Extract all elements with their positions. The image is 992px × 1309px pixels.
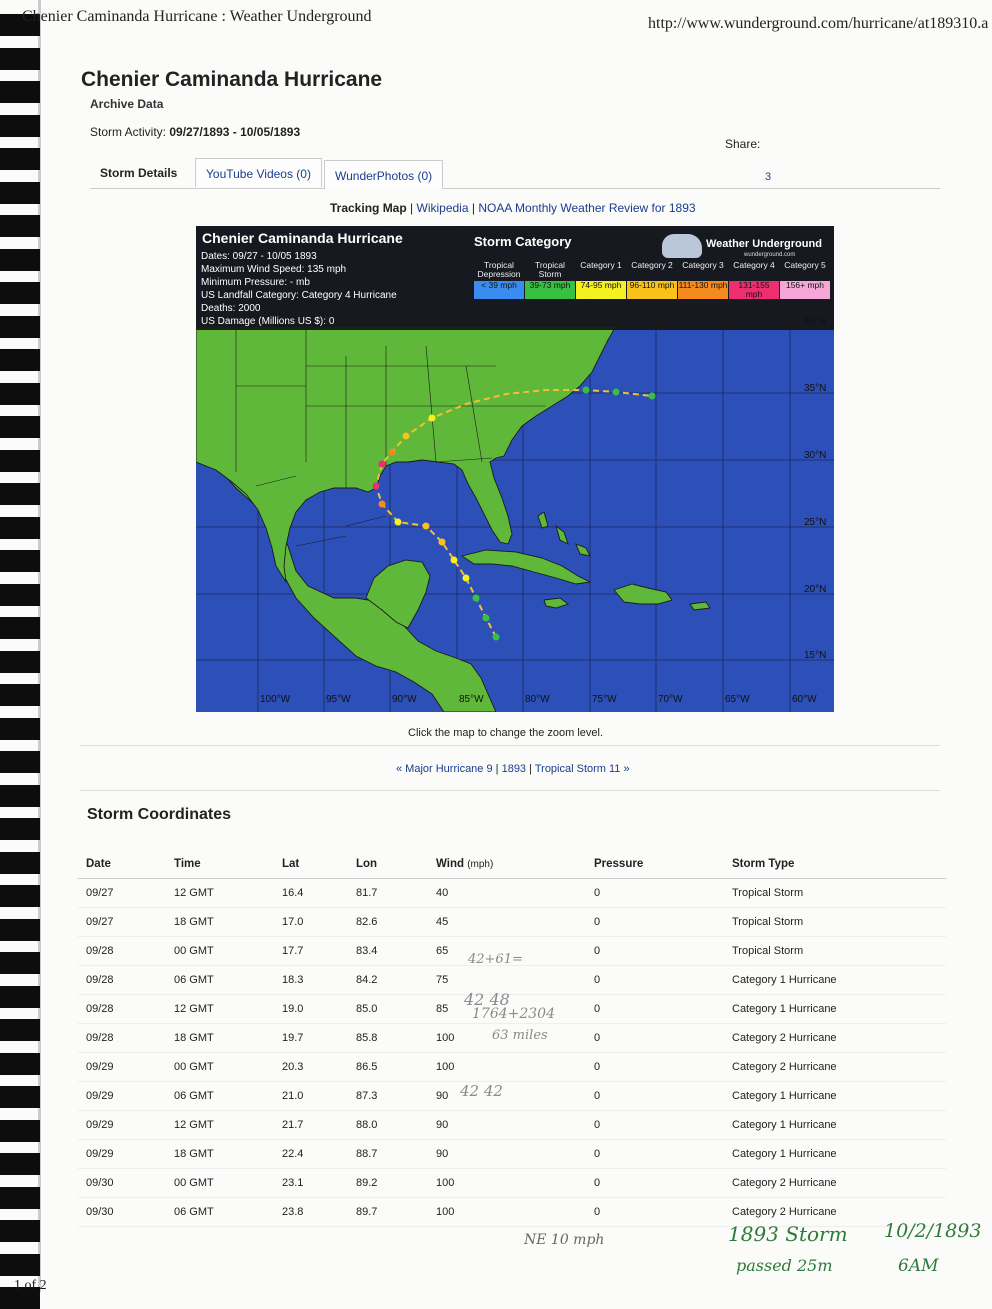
binding-tab [0, 416, 40, 438]
cell-pressure: 0 [586, 1082, 724, 1111]
green-ink-note: 10/2/1893 [884, 1220, 982, 1242]
print-header-title: Chenier Caminanda Hurricane : Weather Underground [22, 8, 372, 25]
cell-time: 12 GMT [166, 1111, 274, 1140]
cell-time: 06 GMT [166, 1082, 274, 1111]
binding-tab [0, 483, 40, 505]
cell-lon: 86.5 [348, 1053, 428, 1082]
binding-tab [0, 550, 40, 572]
category-legend-item [474, 261, 524, 299]
binding-tab [0, 383, 40, 405]
category-swatch: < 39 mph [474, 281, 524, 299]
binding-tab [0, 182, 40, 204]
cell-lon: 88.7 [348, 1140, 428, 1169]
category-label: Tropical Depression [477, 260, 521, 279]
cell-wind: 100 [428, 1169, 586, 1198]
share-label: Share: [725, 137, 761, 151]
cell-pressure: 0 [586, 1024, 724, 1053]
cell-wind: 90 [428, 1082, 586, 1111]
cell-time: 00 GMT [166, 937, 274, 966]
cell-date: 09/27 [78, 879, 166, 908]
longitude-label: 65°W [725, 694, 750, 705]
binding-tab [0, 115, 40, 137]
category-swatch: 96-110 mph [627, 281, 677, 299]
page-number: 1 of 2 [14, 1278, 47, 1293]
archive-label: Archive Data [90, 97, 164, 111]
longitude-label: 75°W [592, 694, 617, 705]
cell-type: Tropical Storm [724, 937, 946, 966]
binding-tab [0, 450, 40, 472]
map-dates: Dates: 09/27 - 10/05 1893 [201, 251, 317, 262]
latitude-label: 40°N [804, 316, 827, 327]
latitude-label: 35°N [804, 383, 827, 394]
cell-time: 18 GMT [166, 908, 274, 937]
wikipedia-link[interactable]: Wikipedia [416, 201, 469, 215]
binding-tab [0, 316, 40, 338]
cell-date: 09/30 [78, 1169, 166, 1198]
tracking-map-label: Tracking Map [330, 201, 407, 215]
cell-date: 09/29 [78, 1053, 166, 1082]
binding-tab [0, 249, 40, 271]
cell-pressure: 0 [586, 966, 724, 995]
green-ink-note: passed 25m [736, 1256, 833, 1275]
year-link[interactable]: 1893 [501, 763, 527, 775]
map-deaths: Deaths: 2000 [201, 303, 261, 314]
cell-type: Category 2 Hurricane [724, 1053, 946, 1082]
binding-tab [0, 919, 40, 941]
storm-coordinates-title: Storm Coordinates [87, 806, 232, 823]
cell-lon: 84.2 [348, 966, 428, 995]
separator: | [495, 763, 499, 775]
binding-tab [0, 986, 40, 1008]
longitude-label: 80°W [525, 694, 550, 705]
binding-tab [0, 1254, 40, 1276]
storm-nav [396, 763, 630, 775]
binding-tab [0, 617, 40, 639]
cell-lat: 16.4 [274, 879, 348, 908]
cell-wind: 85 [428, 995, 586, 1024]
binding-tab [0, 885, 40, 907]
cell-time: 00 GMT [166, 1053, 274, 1082]
cell-wind: 90 [428, 1140, 586, 1169]
tab-wunderphotos[interactable]: WunderPhotos (0) [324, 160, 443, 189]
tab-storm-details[interactable]: Storm Details [100, 166, 178, 180]
category-label: Tropical Storm [535, 260, 565, 279]
table-row [78, 1082, 946, 1111]
col-lon-label: Lon [356, 858, 378, 870]
binding-tab [0, 1053, 40, 1075]
table-header-row [78, 850, 946, 879]
print-header-url: http://www.wunderground.com/hurricane/at189310.a [648, 15, 989, 32]
cell-time: 00 GMT [166, 1169, 274, 1198]
map-damage: US Damage (Millions US $): 0 [201, 316, 335, 327]
longitude-label: 95°W [326, 694, 351, 705]
binding-tab [0, 1153, 40, 1175]
divider [80, 745, 940, 746]
latitude-label: 20°N [804, 584, 827, 595]
tracking-map[interactable] [196, 226, 834, 712]
table-row [78, 1169, 946, 1198]
cell-wind: 75 [428, 966, 586, 995]
cell-lon: 81.7 [348, 879, 428, 908]
category-swatch: 156+ mph [780, 281, 830, 299]
cell-pressure: 0 [586, 1111, 724, 1140]
cell-lat: 17.0 [274, 908, 348, 937]
category-swatch: 74-95 mph [576, 281, 626, 299]
cell-lat: 21.0 [274, 1082, 348, 1111]
cell-type: Category 1 Hurricane [724, 1140, 946, 1169]
category-swatch: 131-155 mph [729, 281, 779, 299]
cell-pressure: 0 [586, 937, 724, 966]
cloud-icon [662, 234, 702, 258]
category-label: Category 2 [631, 260, 673, 270]
logo-name: Weather Underground [706, 238, 822, 250]
category-swatch: 39-73 mph [525, 281, 575, 299]
binding-tab [0, 81, 40, 103]
longitude-label: 85°W [459, 694, 484, 705]
table-row [78, 1053, 946, 1082]
binding-tab [0, 818, 40, 840]
cell-type: Category 2 Hurricane [724, 1169, 946, 1198]
cell-lat: 18.3 [274, 966, 348, 995]
col-pressure: Pressure [586, 850, 724, 879]
col-lon [348, 850, 428, 879]
longitude-label: 70°W [658, 694, 683, 705]
category-legend-item [729, 261, 779, 299]
cell-date: 09/28 [78, 937, 166, 966]
cell-type: Category 1 Hurricane [724, 1082, 946, 1111]
weather-underground-logo [662, 232, 830, 262]
binding-tab [0, 718, 40, 740]
cell-lon: 82.6 [348, 908, 428, 937]
binding-tab [0, 852, 40, 874]
binding-tab [0, 1187, 40, 1209]
category-label: Category 4 [733, 260, 775, 270]
pencil-note: 42 48 [464, 990, 510, 1009]
binding-tab [0, 651, 40, 673]
share-count[interactable]: 3 [765, 171, 772, 183]
page-title: Chenier Caminanda Hurricane [81, 68, 383, 91]
cell-type: Category 2 Hurricane [724, 1024, 946, 1053]
table-row [78, 1140, 946, 1169]
binding-tab [0, 282, 40, 304]
logo-sub: wunderground.com [744, 252, 796, 258]
binding-tab [0, 1019, 40, 1041]
binding-tab [0, 215, 40, 237]
cell-wind: 65 [428, 937, 586, 966]
table-row [78, 908, 946, 937]
map-min-pressure: Minimum Pressure: - mb [201, 277, 310, 288]
table-row [78, 966, 946, 995]
cell-date: 09/28 [78, 1024, 166, 1053]
col-lat: Lat [274, 850, 348, 879]
cell-lon: 85.0 [348, 995, 428, 1024]
category-legend-item [525, 261, 575, 299]
cell-time: 12 GMT [166, 995, 274, 1024]
cell-wind: 100 [428, 1198, 586, 1227]
category-label: Category 3 [682, 260, 724, 270]
cell-time: 12 GMT [166, 879, 274, 908]
col-wind-unit: (mph) [467, 859, 494, 870]
activity-label: Storm Activity: [90, 125, 167, 139]
binding-tab [0, 952, 40, 974]
activity-dates: 09/27/1893 - 10/05/1893 [169, 125, 301, 139]
binding-tab [0, 584, 40, 606]
category-legend-item [576, 261, 626, 299]
cell-pressure: 0 [586, 908, 724, 937]
cell-date: 09/28 [78, 966, 166, 995]
category-legend-item [678, 261, 728, 299]
cell-wind: 90 [428, 1111, 586, 1140]
separator: | [410, 201, 414, 215]
binding-tab [0, 517, 40, 539]
cell-lon: 88.0 [348, 1111, 428, 1140]
cell-lat: 23.1 [274, 1169, 348, 1198]
divider [80, 790, 940, 791]
cell-lat: 21.7 [274, 1111, 348, 1140]
binding-tab [0, 1220, 40, 1242]
cell-type: Category 1 Hurricane [724, 966, 946, 995]
longitude-label: 90°W [392, 694, 417, 705]
cell-pressure: 0 [586, 879, 724, 908]
cell-type: Tropical Storm [724, 879, 946, 908]
binding-tab [0, 349, 40, 371]
cell-date: 09/29 [78, 1140, 166, 1169]
cell-time: 18 GMT [166, 1024, 274, 1053]
longitude-label: 60°W [792, 694, 817, 705]
next-storm-link[interactable]: Tropical Storm 11 » [534, 763, 630, 775]
prev-storm-link[interactable]: « Major Hurricane 9 [396, 763, 493, 775]
cell-pressure: 0 [586, 1053, 724, 1082]
cell-lon: 89.7 [348, 1198, 428, 1227]
noaa-review-link[interactable]: NOAA Monthly Weather Review for 1893 [478, 201, 696, 215]
col-date: Date [78, 850, 166, 879]
binding-tab [0, 1120, 40, 1142]
cell-type: Category 1 Hurricane [724, 995, 946, 1024]
pencil-note: NE 10 mph [524, 1232, 605, 1248]
binding-tab [0, 751, 40, 773]
map-storm-title: Chenier Caminanda Hurricane [202, 230, 403, 246]
storm-category-title: Storm Category [474, 234, 572, 249]
land-masses [196, 326, 710, 712]
map-landfall: US Landfall Category: Category 4 Hurricane [201, 290, 397, 301]
cell-date: 09/29 [78, 1111, 166, 1140]
cell-date: 09/30 [78, 1198, 166, 1227]
binding-tab [0, 785, 40, 807]
category-swatch: 111-130 mph [678, 281, 728, 299]
cell-pressure: 0 [586, 1169, 724, 1198]
tab-youtube-videos[interactable]: YouTube Videos (0) [195, 158, 322, 187]
cell-date: 09/29 [78, 1082, 166, 1111]
map-links [330, 201, 696, 215]
cell-pressure: 0 [586, 995, 724, 1024]
cell-wind: 40 [428, 879, 586, 908]
cell-lon: 85.8 [348, 1024, 428, 1053]
cell-wind: 100 [428, 1053, 586, 1082]
pencil-note: 1764+2304 [472, 1006, 555, 1022]
cell-lon: 83.4 [348, 937, 428, 966]
tab-bar [90, 158, 940, 189]
category-legend-item [627, 261, 677, 299]
binding-tab [0, 684, 40, 706]
cell-lat: 20.3 [274, 1053, 348, 1082]
map-max-wind: Maximum Wind Speed: 135 mph [201, 264, 347, 275]
cell-time: 06 GMT [166, 1198, 274, 1227]
cell-pressure: 0 [586, 1198, 724, 1227]
cell-lat: 23.8 [274, 1198, 348, 1227]
pencil-note: 42+61= [468, 952, 523, 967]
cell-wind: 45 [428, 908, 586, 937]
map-info-panel [196, 226, 834, 330]
green-ink-note: 6AM [898, 1256, 939, 1276]
binding-tab [0, 48, 40, 70]
cell-time: 18 GMT [166, 1140, 274, 1169]
separator: | [471, 201, 475, 215]
cell-type: Tropical Storm [724, 908, 946, 937]
cell-wind: 100 [428, 1024, 586, 1053]
cell-pressure: 0 [586, 1140, 724, 1169]
longitude-label: 100°W [260, 694, 291, 705]
col-wind [428, 850, 586, 879]
cell-date: 09/28 [78, 995, 166, 1024]
cell-type: Category 2 Hurricane [724, 1198, 946, 1227]
cell-lat: 17.7 [274, 937, 348, 966]
col-time: Time [166, 850, 274, 879]
latitude-label: 30°N [804, 450, 827, 461]
cell-lon: 87.3 [348, 1082, 428, 1111]
green-ink-note: 1893 Storm [728, 1222, 848, 1246]
category-legend-item [780, 261, 830, 299]
cell-date: 09/27 [78, 908, 166, 937]
cell-lat: 22.4 [274, 1140, 348, 1169]
zoom-note: Click the map to change the zoom level. [408, 727, 604, 739]
cell-time: 06 GMT [166, 966, 274, 995]
table-row [78, 1111, 946, 1140]
col-storm-type: Storm Type [724, 850, 946, 879]
spiral-binding [0, 0, 44, 1292]
storm-activity [90, 125, 300, 139]
latitude-label: 15°N [804, 650, 827, 661]
cell-lat: 19.7 [274, 1024, 348, 1053]
table-row [78, 879, 946, 908]
binding-tab [0, 148, 40, 170]
binding-tab [0, 1086, 40, 1108]
cell-lat: 19.0 [274, 995, 348, 1024]
pencil-note: 63 miles [492, 1028, 548, 1043]
category-label: Category 1 [580, 260, 622, 270]
cell-type: Category 1 Hurricane [724, 1111, 946, 1140]
latitude-label: 25°N [804, 517, 827, 528]
category-label: Category 5 [784, 260, 826, 270]
cell-lon: 89.2 [348, 1169, 428, 1198]
separator: | [529, 763, 532, 775]
pencil-note: 42 42 [460, 1082, 503, 1100]
col-wind-label: Wind [436, 858, 464, 870]
